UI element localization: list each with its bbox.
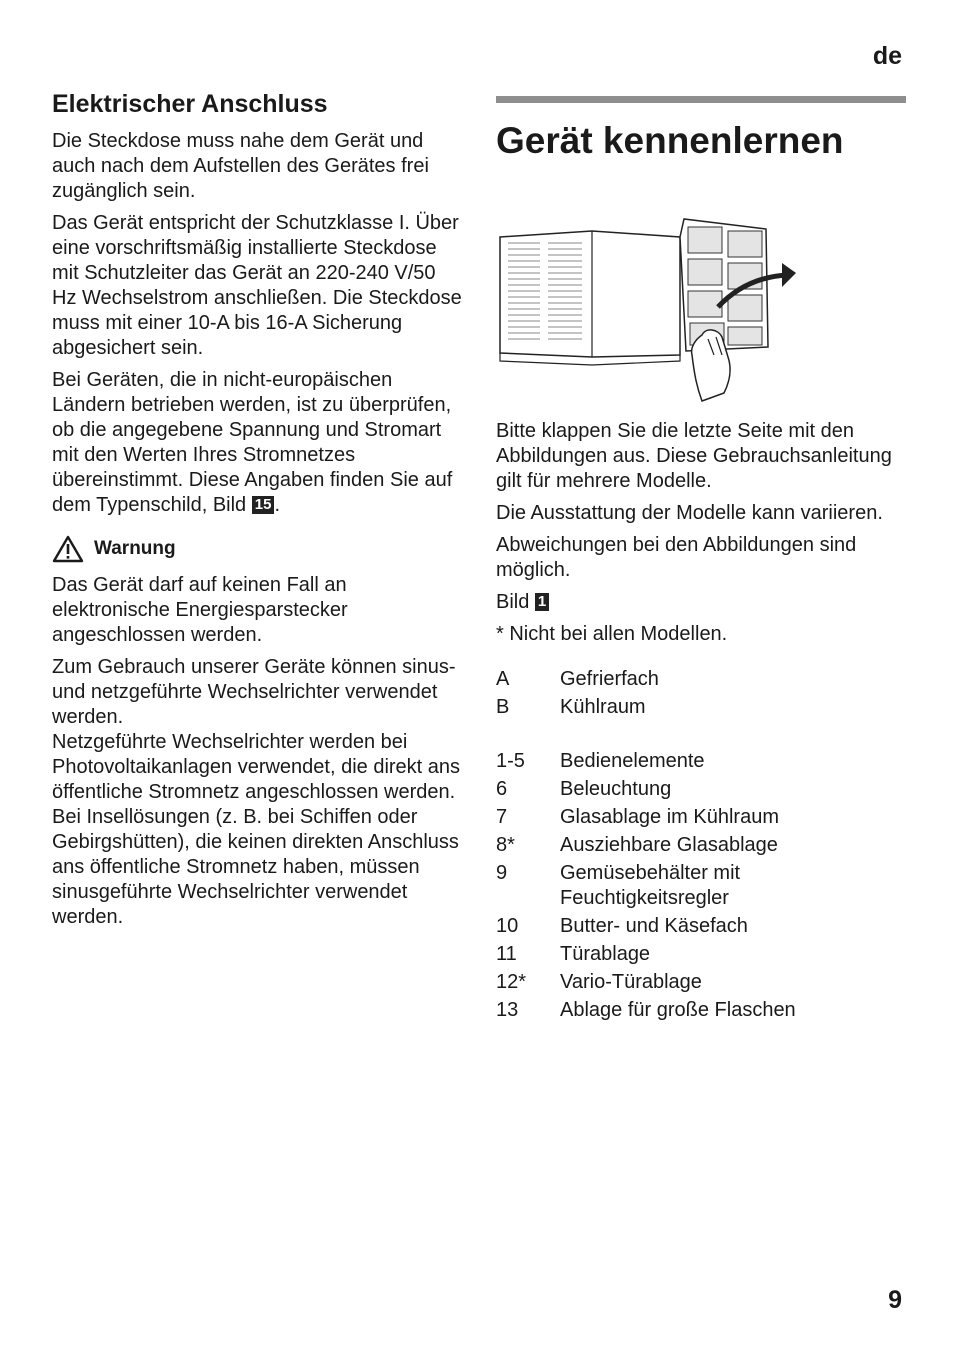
section-rule bbox=[496, 96, 906, 103]
paragraph-text: Bei Geräten, die in nicht-europäischen Ländern betrieben werden, ist zu überprüfen, ob die angegebene Spannung und Stromart mit den Werten Ihres Stromnetzes übereinstimmt. Diese Angaben finden Sie auf dem Typenschild, Bild bbox=[52, 369, 453, 516]
item-key: 13 bbox=[496, 999, 519, 1021]
item-key: 11 bbox=[496, 943, 517, 965]
item-value: Butter- und Käsefach bbox=[560, 915, 748, 937]
figure-reference bbox=[496, 590, 906, 615]
warning-heading bbox=[52, 535, 462, 563]
list-item bbox=[496, 667, 906, 692]
parts-list bbox=[496, 667, 906, 1023]
footnote: * Nicht bei allen Modellen. bbox=[496, 623, 728, 645]
foldout-page-illustration bbox=[496, 215, 806, 405]
item-value: Ausziehbare Glasablage bbox=[560, 834, 778, 856]
item-key: B bbox=[496, 696, 510, 718]
figure-number-badge: 1 bbox=[535, 593, 549, 611]
item-value: Glasablage im Kühlraum bbox=[560, 806, 779, 828]
item-value: Gefrierfach bbox=[560, 668, 659, 690]
list-gap bbox=[496, 723, 906, 749]
language-label: de bbox=[872, 42, 902, 70]
item-key: 12* bbox=[496, 971, 527, 993]
list-item bbox=[496, 749, 906, 774]
item-value: Bedienelemente bbox=[560, 750, 705, 772]
paragraph: Die Steckdose muss nahe dem Gerät und auch nach dem Aufstellen des Gerätes frei zugänglich sein. bbox=[52, 130, 429, 202]
figure-ref-badge: 15 bbox=[252, 496, 275, 514]
paragraph: Die Ausstattung der Modelle kann variieren. bbox=[496, 502, 883, 524]
paragraph: Das Gerät darf auf keinen Fall an elektronische Energiesparstecker angeschlossen werden. bbox=[52, 574, 348, 646]
list-item bbox=[496, 777, 906, 802]
paragraph: Zum Gebrauch unserer Geräte können sinus- und netzgeführte Wechselrichter verwendet werden. bbox=[52, 656, 456, 728]
warning-label: Warnung bbox=[94, 538, 176, 559]
item-key: 8* bbox=[496, 834, 515, 856]
left-column bbox=[52, 88, 462, 937]
item-value: Ablage für große Flaschen bbox=[560, 999, 796, 1021]
list-item bbox=[496, 695, 906, 720]
page-number: 9 bbox=[888, 1286, 902, 1314]
paragraph: Netzgeführte Wechselrichter werden bei Photovoltaikanlagen verwendet, die direkt ans öffentliche Stromnetz angeschlossen werden. bbox=[52, 731, 461, 803]
paragraph: Bitte klappen Sie die letzte Seite mit den Abbildungen aus. Diese Gebrauchsanleitung gilt für mehrere Modelle. bbox=[496, 420, 892, 492]
list-item bbox=[496, 833, 906, 858]
paragraph: Abweichungen bei den Abbildungen sind möglich. bbox=[496, 534, 857, 581]
item-value: Kühlraum bbox=[560, 696, 646, 718]
paragraph bbox=[52, 368, 462, 518]
item-key: 7 bbox=[496, 806, 508, 828]
item-key: 10 bbox=[496, 915, 519, 937]
list-item bbox=[496, 970, 906, 995]
item-value: Beleuchtung bbox=[560, 778, 672, 800]
list-item bbox=[496, 914, 906, 939]
paragraph: Das Gerät entspricht der Schutzklasse I. Über eine vorschriftsmäßig installierte Steckdose mit Schutzleiter das Gerät an 220-240 V/50 Hz Wechselstrom anschließen. Die Steckdose muss mit einer 10-A bis 16-A Sicherung abgesichert sein. bbox=[52, 212, 462, 359]
list-item bbox=[496, 942, 906, 967]
list-item bbox=[496, 805, 906, 830]
item-key: 1-5 bbox=[496, 750, 525, 772]
item-key: 9 bbox=[496, 862, 508, 884]
right-column bbox=[496, 96, 906, 1026]
figure-label: Bild bbox=[496, 591, 530, 613]
section-title-getting-to-know: Gerät kennenlernen bbox=[496, 120, 844, 161]
list-item bbox=[496, 861, 906, 911]
paragraph-end: . bbox=[274, 494, 280, 516]
paragraph: Bei Insellösungen (z. B. bei Schiffen oder Gebirgshütten), die keinen direkten Anschluss ans öffentliche Stromnetz haben, müssen sinusgeführte Wechselrichter verwendet werden. bbox=[52, 806, 459, 928]
list-item bbox=[496, 998, 906, 1023]
item-key: 6 bbox=[496, 778, 508, 800]
item-value: Türablage bbox=[560, 943, 651, 965]
foldout-illustration bbox=[496, 215, 906, 405]
warning-triangle-icon bbox=[52, 535, 84, 563]
item-key: A bbox=[496, 668, 510, 690]
item-value: Vario-Türablage bbox=[560, 971, 702, 993]
section-title-electrical: Elektrischer Anschluss bbox=[52, 90, 328, 118]
item-value: Gemüsebehälter mit Feuchtigkeitsregler bbox=[560, 862, 741, 909]
